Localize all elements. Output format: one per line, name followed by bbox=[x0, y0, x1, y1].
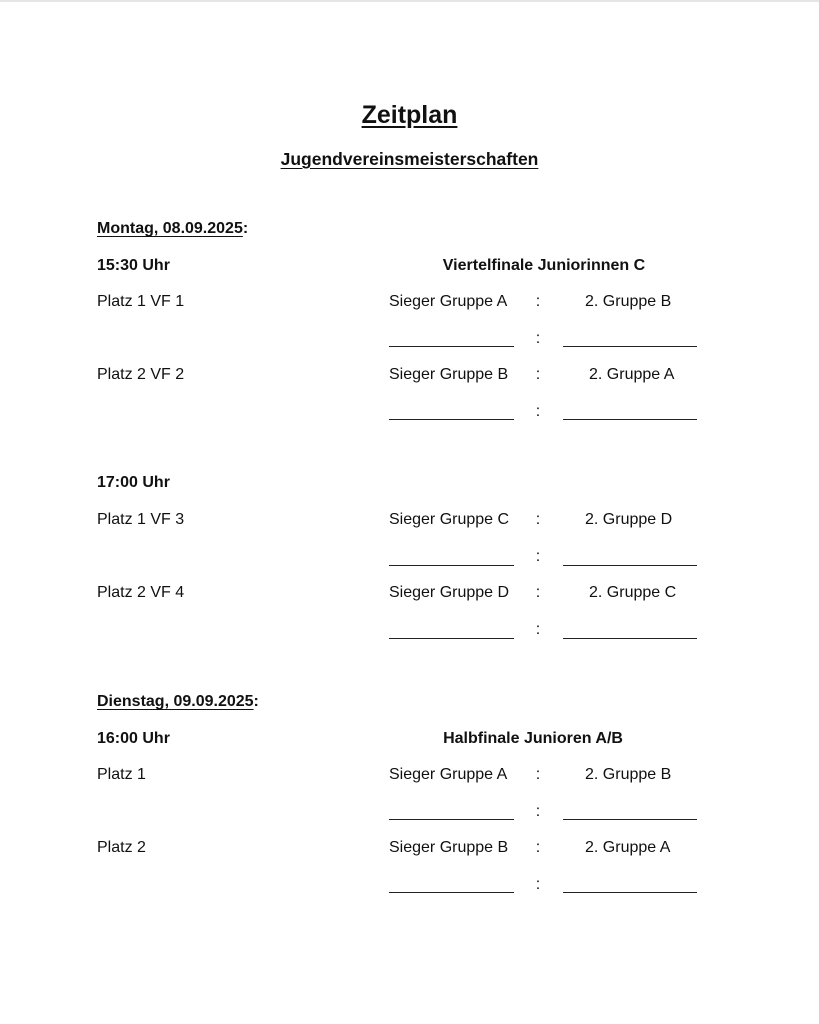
result-separator: : bbox=[535, 330, 541, 347]
match-separator: : bbox=[535, 366, 541, 383]
day-heading bbox=[97, 219, 248, 239]
match-home-team: Sieger Gruppe B bbox=[389, 366, 509, 383]
match-separator: : bbox=[535, 293, 541, 310]
match-court: Platz 1 bbox=[97, 766, 146, 783]
page-top-edge bbox=[0, 0, 819, 2]
home-score-line bbox=[389, 638, 514, 639]
slot-time: 15:30 Uhr bbox=[97, 257, 170, 274]
match-court: Platz 1 VF 3 bbox=[97, 511, 185, 528]
home-score-line bbox=[389, 892, 514, 893]
result-separator: : bbox=[535, 548, 541, 565]
away-score-line bbox=[563, 819, 697, 820]
home-score-line bbox=[389, 419, 514, 420]
away-score-line bbox=[563, 565, 697, 566]
match-separator: : bbox=[535, 584, 541, 601]
away-score-line bbox=[563, 419, 697, 420]
match-home-team: Sieger Gruppe B bbox=[389, 839, 509, 856]
home-score-line bbox=[389, 346, 514, 347]
day-date-colon: : bbox=[253, 693, 259, 710]
match-separator: : bbox=[535, 511, 541, 528]
match-home-team: Sieger Gruppe A bbox=[389, 766, 508, 783]
page-subtitle: Jugendvereinsmeisterschaften bbox=[280, 149, 539, 169]
away-score-line bbox=[563, 638, 697, 639]
result-separator: : bbox=[535, 876, 541, 893]
day-heading bbox=[97, 692, 259, 712]
match-away-team: 2. Gruppe C bbox=[589, 584, 677, 601]
match-court: Platz 2 VF 2 bbox=[97, 366, 185, 383]
page-title: Zeitplan bbox=[361, 101, 458, 129]
day-date: Montag, 08.09.2025 bbox=[97, 220, 243, 237]
match-away-team: 2. Gruppe A bbox=[585, 839, 671, 856]
match-home-team: Sieger Gruppe C bbox=[389, 511, 510, 528]
day-date: Dienstag, 09.09.2025 bbox=[97, 693, 254, 710]
match-away-team: 2. Gruppe A bbox=[589, 366, 675, 383]
day-date-colon: : bbox=[242, 220, 249, 237]
match-away-team: 2. Gruppe D bbox=[585, 511, 673, 528]
slot-time: 16:00 Uhr bbox=[97, 730, 170, 747]
away-score-line bbox=[563, 892, 697, 893]
away-score-line bbox=[563, 346, 697, 347]
match-away-team: 2. Gruppe B bbox=[585, 766, 672, 783]
result-separator: : bbox=[535, 403, 541, 420]
match-home-team: Sieger Gruppe D bbox=[389, 584, 510, 601]
match-away-team: 2. Gruppe B bbox=[585, 293, 672, 310]
home-score-line bbox=[389, 565, 514, 566]
result-separator: : bbox=[535, 621, 541, 638]
match-separator: : bbox=[535, 766, 541, 783]
match-court: Platz 2 bbox=[97, 839, 146, 856]
match-separator: : bbox=[535, 839, 541, 856]
result-separator: : bbox=[535, 803, 541, 820]
match-court: Platz 2 VF 4 bbox=[97, 584, 185, 601]
match-home-team: Sieger Gruppe A bbox=[389, 293, 508, 310]
slot-time: 17:00 Uhr bbox=[97, 474, 170, 491]
home-score-line bbox=[389, 819, 514, 820]
slot-event: Viertelfinale Juniorinnen C bbox=[442, 257, 646, 274]
match-court: Platz 1 VF 1 bbox=[97, 293, 185, 310]
slot-event: Halbfinale Junioren A/B bbox=[443, 730, 623, 747]
